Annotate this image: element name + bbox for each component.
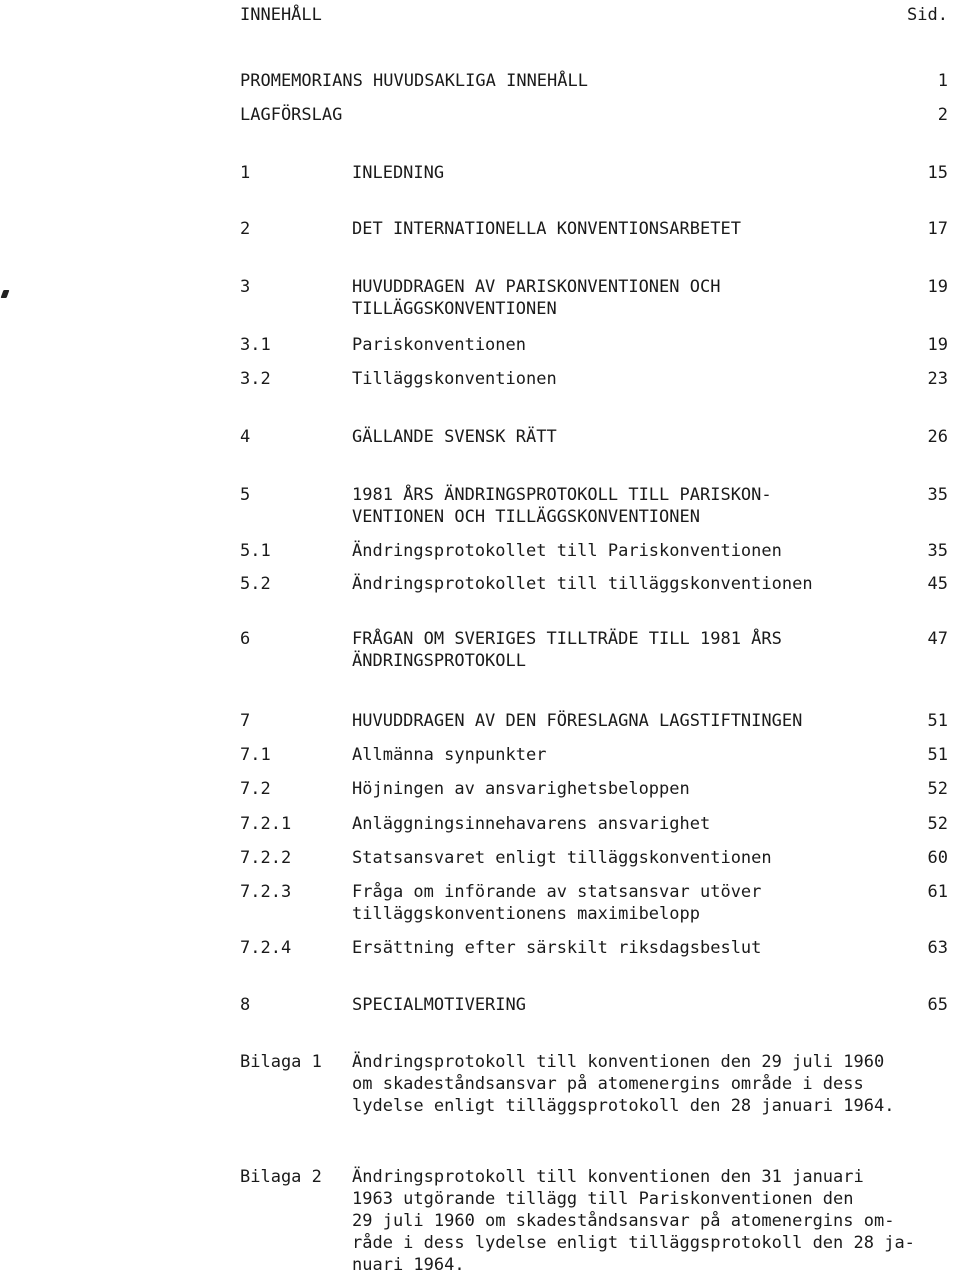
entry-page: 45	[927, 574, 948, 594]
entry-page: 61	[927, 882, 948, 902]
entry-number: 7.2.2	[240, 848, 292, 868]
entry-title: Anläggningsinnehavarens ansvarighet	[352, 814, 711, 834]
entry-title: Fråga om införande av statsansvar utöver tilläggskonventionens maximibelopp	[352, 882, 762, 924]
entry-number: 7	[240, 711, 251, 731]
entry-page: 52	[927, 814, 948, 834]
entry-page: 65	[927, 995, 948, 1015]
entry-number: 3	[240, 277, 251, 297]
appendix-label: Bilaga 2	[240, 1167, 322, 1187]
entry-page: 47	[927, 629, 948, 649]
entry-title: Ändringsprotokollet till tilläggskonventionen	[352, 574, 813, 594]
entry-page: 26	[927, 427, 948, 447]
entry-number: 7.2.3	[240, 882, 292, 902]
entry-title: INLEDNING	[352, 163, 445, 183]
entry-page: 60	[927, 848, 948, 868]
entry-title: HUVUDDRAGEN AV DEN FÖRESLAGNA LAGSTIFTNINGEN	[352, 711, 803, 731]
page-title: INNEHÅLL	[240, 5, 322, 25]
appendix-title: Ändringsprotokoll till konventionen den 31 januari 1963 utgörande tillägg till Pariskonventionen den 29 juli 1960 om skadeståndsansvar på atomenergins om- råde i dess lydelse enligt tilläggsprotokoll den 28 ja- nuari 1964.	[352, 1167, 915, 1275]
appendix-label: Bilaga 1	[240, 1052, 322, 1072]
entry-number: 7.2.4	[240, 938, 292, 958]
entry-number: 6	[240, 629, 251, 649]
entry-page: 51	[927, 711, 948, 731]
entry-page: 35	[927, 485, 948, 505]
entry-title: HUVUDDRAGEN AV PARISKONVENTIONEN OCH TILLÄGGSKONVENTIONEN	[352, 277, 721, 319]
entry-number: 7.2	[240, 779, 271, 799]
entry-page: 35	[927, 541, 948, 561]
entry-number: 7.1	[240, 745, 271, 765]
entry-page: 52	[927, 779, 948, 799]
entry-number: 1	[240, 163, 251, 183]
entry-number: 5	[240, 485, 251, 505]
entry-title: Höjningen av ansvarighetsbeloppen	[352, 779, 690, 799]
front-title: PROMEMORIANS HUVUDSAKLIGA INNEHÅLL	[240, 71, 588, 91]
entry-number: 3.2	[240, 369, 271, 389]
entry-page: 15	[927, 163, 948, 183]
entry-number: 3.1	[240, 335, 271, 355]
entry-number: 4	[240, 427, 251, 447]
entry-title: DET INTERNATIONELLA KONVENTIONSARBETET	[352, 219, 741, 239]
entry-page: 51	[927, 745, 948, 765]
entry-number: 2	[240, 219, 251, 239]
entry-title: Ändringsprotokollet till Pariskonventionen	[352, 541, 782, 561]
entry-title: Allmänna synpunkter	[352, 745, 547, 765]
entry-title: Pariskonventionen	[352, 335, 526, 355]
front-page: 2	[937, 105, 948, 125]
entry-number: 8	[240, 995, 251, 1015]
entry-title: FRÅGAN OM SVERIGES TILLTRÄDE TILL 1981 ÅRS ÄNDRINGSPROTOKOLL	[352, 629, 782, 671]
entry-title: 1981 ÅRS ÄNDRINGSPROTOKOLL TILL PARISKON- VENTIONEN OCH TILLÄGGSKONVENTIONEN	[352, 485, 772, 527]
entry-title: Tilläggskonventionen	[352, 369, 557, 389]
entry-title: SPECIALMOTIVERING	[352, 995, 526, 1015]
entry-title: GÄLLANDE SVENSK RÄTT	[352, 427, 557, 447]
front-page: 1	[937, 71, 948, 91]
entry-page: 17	[927, 219, 948, 239]
appendix-title: Ändringsprotokoll till konventionen den 29 juli 1960 om skadeståndsansvar på atomenergins område i dess lydelse enligt tilläggsprotokoll den 28 januari 1964.	[352, 1052, 895, 1116]
entry-page: 19	[927, 277, 948, 297]
entry-page: 23	[927, 369, 948, 389]
entry-number: 7.2.1	[240, 814, 292, 834]
margin-mark	[1, 290, 10, 298]
entry-number: 5.1	[240, 541, 271, 561]
entry-title: Statsansvaret enligt tilläggskonventionen	[352, 848, 772, 868]
entry-page: 19	[927, 335, 948, 355]
entry-number: 5.2	[240, 574, 271, 594]
entry-page: 63	[927, 938, 948, 958]
entry-title: Ersättning efter särskilt riksdagsbeslut	[352, 938, 762, 958]
front-title: LAGFÖRSLAG	[240, 105, 343, 125]
page-column-label: Sid.	[907, 5, 948, 25]
